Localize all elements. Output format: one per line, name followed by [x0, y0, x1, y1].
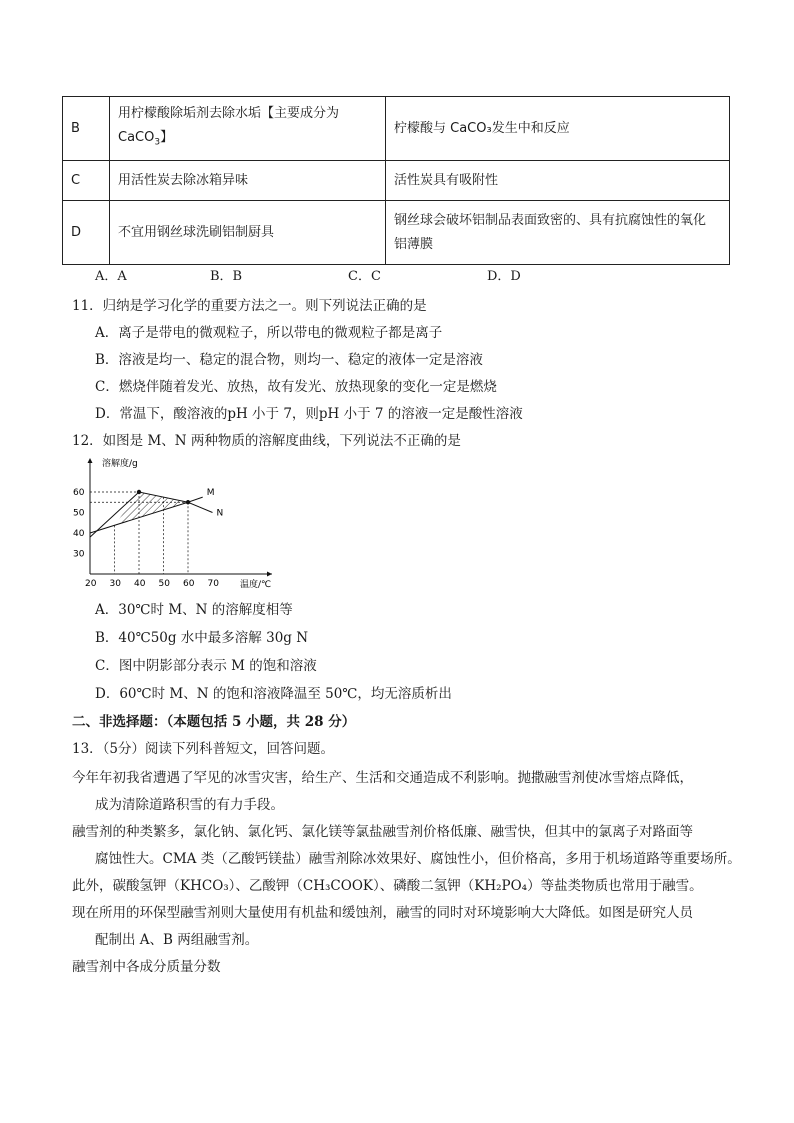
- q13-stem: 13．（5分）阅读下列科普短文，回答问题。: [72, 741, 335, 757]
- q12-option-d[interactable]: D．60℃时 M、N 的饱和溶液降温至 50℃，均无溶质析出: [95, 686, 452, 702]
- reason-cell: 钢丝球会破坏铝制品表面致密的、具有抗腐蚀性的氧化 铝薄膜: [386, 201, 730, 265]
- x-axis-label: 温度/℃: [240, 580, 272, 590]
- x-axis-arrow: [267, 572, 272, 577]
- marked-point: [137, 490, 141, 494]
- table-row: [63, 201, 730, 265]
- choice-c[interactable]: C．C: [348, 269, 381, 284]
- chart-axes: [88, 458, 273, 577]
- paragraph-line: 成为清除道路积雪的有力手段。: [95, 797, 284, 813]
- paragraph-line: 融雪剂的种类繁多，氯化钠、氯化钙、氯化镁等氯盐融雪剂价格低廉、融雪快，但其中的氯离子对路面等: [72, 824, 693, 840]
- reason-cell: 活性炭具有吸附性: [386, 161, 730, 201]
- q12-option-b[interactable]: B．40℃50g 水中最多溶解 30g N: [95, 630, 309, 646]
- q12-option-c[interactable]: C．图中阴影部分表示 M 的饱和溶液: [95, 658, 317, 674]
- x-tick-label: 70: [207, 579, 219, 589]
- q11-option-c[interactable]: C．燃烧伴随着发光、放热，故有发光、放热现象的变化一定是燃烧: [95, 379, 497, 395]
- q11-option-b[interactable]: B．溶液是均一、稳定的混合物，则均一、稳定的液体一定是溶液: [95, 352, 483, 368]
- q11-option-d[interactable]: D．常温下，酸溶液的pH 小于 7，则pH 小于 7 的溶液一定是酸性溶液: [95, 406, 523, 422]
- row-letter: D: [63, 201, 110, 265]
- paragraph-line: 配制出 A、B 两组融雪剂。: [95, 932, 259, 948]
- x-tick-label: 50: [158, 579, 170, 589]
- shaded-region: [115, 492, 189, 525]
- table-row: [63, 97, 730, 161]
- q11-stem: 11．归纳是学习化学的重要方法之一。则下列说法正确的是: [72, 298, 427, 314]
- y-tick-label: 60: [73, 488, 85, 498]
- x-tick-label: 40: [134, 579, 146, 589]
- x-tick-label: 20: [85, 579, 97, 589]
- series-n-label: N: [216, 508, 224, 519]
- y-tick-label: 40: [73, 529, 85, 539]
- options-table: [62, 96, 730, 265]
- x-tick-label: 60: [183, 579, 195, 589]
- practice-cell: 用活性炭去除冰箱异味: [110, 161, 386, 201]
- practice-cell: 用柠檬酸除垢剂去除水垢【主要成分为 CaCO$_3$】: [110, 97, 386, 161]
- figure-caption: 融雪剂中各成分质量分数: [72, 959, 221, 975]
- paragraph-line: 现在所用的环保型融雪剂则大量使用有机盐和缓蚀剂，融雪的同时对环境影响大大降低。如图是研究人员: [72, 905, 693, 921]
- row-letter: C: [63, 161, 110, 201]
- y-axis-label: 溶解度/g: [102, 459, 138, 469]
- paragraph-line: 腐蚀性大。CMA 类（乙酸钙镁盐）融雪剂除冰效果好、腐蚀性小，但价格高，多用于机场道路等重要场所。: [95, 851, 741, 867]
- solubility-chart: [72, 452, 282, 592]
- q11-option-a[interactable]: A．离子是带电的微观粒子，所以带电的微观粒子都是离子: [95, 325, 443, 341]
- row-letter: B: [63, 97, 110, 161]
- practice-cell: 不宜用钢丝球洗刷铝制厨具: [110, 201, 386, 265]
- table-row: [63, 161, 730, 201]
- marked-point: [186, 500, 190, 504]
- y-axis-arrow: [88, 458, 93, 463]
- paragraph-line: 此外，碳酸氢钾（KHCO₃）、乙酸钾（CH₃COOK）、磷酸二氢钾（KH₂PO₄）等盐类物质也常用于融雪。: [72, 878, 703, 894]
- choice-b[interactable]: B．B: [210, 269, 243, 284]
- choice-d[interactable]: D．D: [487, 269, 521, 284]
- x-tick-label: 30: [109, 579, 121, 589]
- paragraph-line: 今年年初我省遭遇了罕见的冰雪灾害，给生产、生活和交通造成不利影响。抛撒融雪剂使冰雪熔点降低，: [72, 770, 693, 786]
- choice-a[interactable]: A．A: [95, 269, 127, 284]
- y-tick-label: 30: [73, 549, 85, 560]
- reason-cell: 柠檬酸与 CaCO₃发生中和反应: [386, 97, 730, 161]
- series-m-label: M: [206, 488, 215, 499]
- q12-stem: 12．如图是 M、N 两种物质的溶解度曲线，下列说法不正确的是: [72, 433, 461, 449]
- section-heading: 二、非选择题：（本题包括 5 小题，共 28 分）: [72, 714, 356, 730]
- y-tick-label: 50: [73, 508, 85, 519]
- q12-option-a[interactable]: A．30℃时 M、N 的溶解度相等: [95, 602, 293, 618]
